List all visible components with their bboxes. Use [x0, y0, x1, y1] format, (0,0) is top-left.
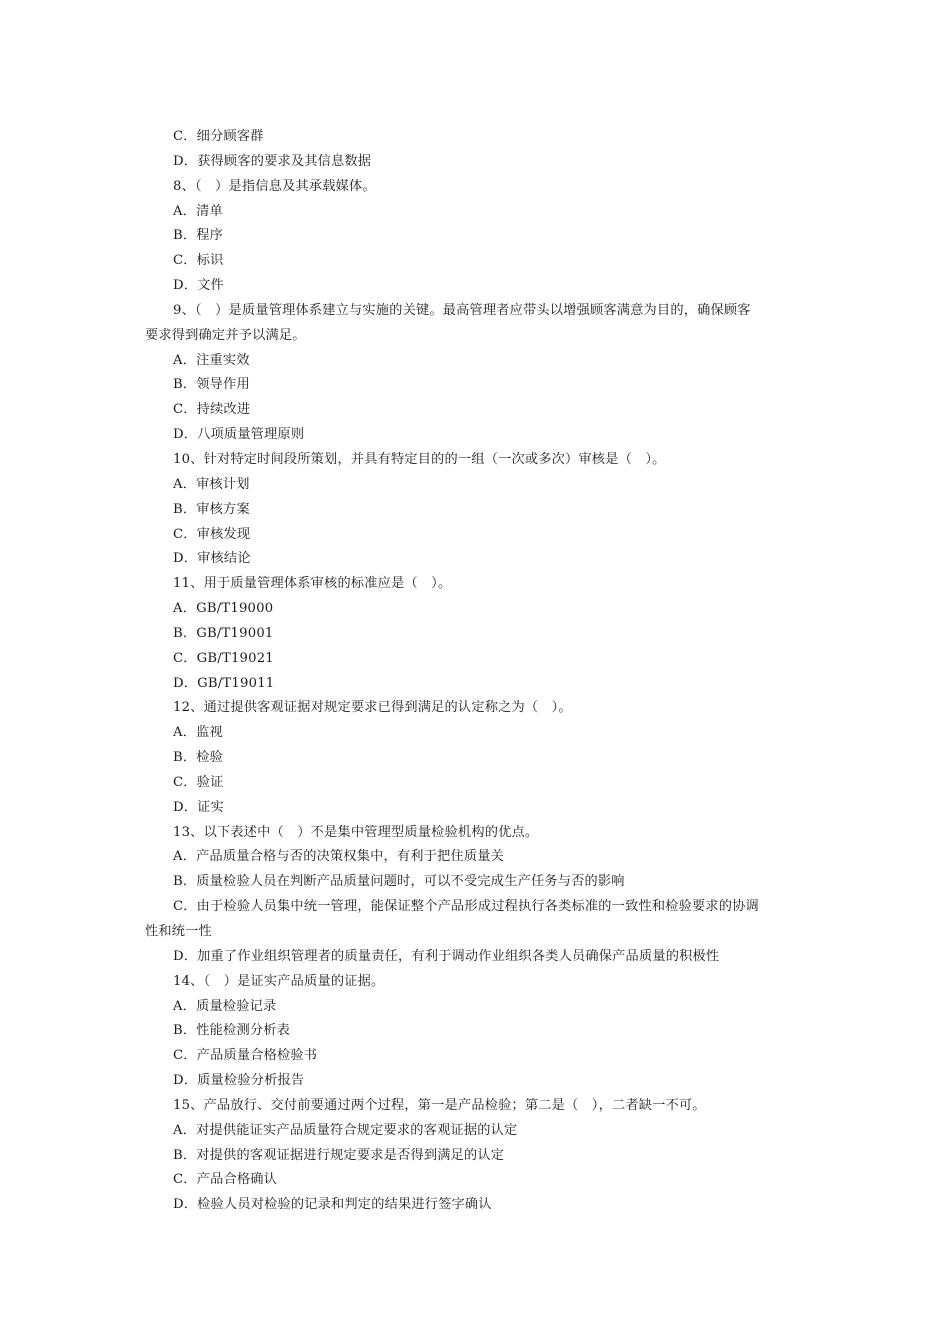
text-line: B．GB/T19001 — [173, 625, 274, 641]
text-line: D．加重了作业组织管理者的质量责任，有利于调动作业组织各类人员确保产品质量的积极性 — [173, 948, 720, 964]
text-line: B．检验 — [173, 750, 224, 766]
text-line: 8、（ ）是指信息及其承载媒体。 — [173, 178, 376, 194]
text-line: C．验证 — [173, 774, 224, 790]
text-line: D．质量检验分析报告 — [173, 1073, 305, 1089]
text-line: D．审核结论 — [173, 551, 251, 567]
text-line: 14、（ ）是证实产品质量的证据。 — [173, 973, 385, 989]
text-line: B．性能检测分析表 — [173, 1023, 290, 1039]
text-line: 11、用于质量管理体系审核的标准应是（ ）。 — [173, 576, 452, 592]
text-line: A．质量检验记录 — [173, 998, 277, 1014]
text-line: D．文件 — [173, 278, 224, 294]
text-line: C．产品质量合格检验书 — [173, 1048, 318, 1064]
text-line: D．证实 — [173, 799, 224, 815]
text-line: A．注重实效 — [173, 352, 250, 368]
text-line: 10、针对特定时间段所策划，并具有特定目的的一组（一次或多次）审核是（ ）。 — [173, 451, 666, 467]
text-line: D．检验人员对检验的记录和判定的结果进行签字确认 — [173, 1197, 492, 1213]
text-line: 15、产品放行、交付前要通过两个过程，第一是产品检验；第二是（ ），二者缺一不可。 — [173, 1097, 706, 1113]
text-line: B．领导作用 — [173, 377, 250, 393]
document-page — [0, 125, 950, 1218]
text-line: B．质量检验人员在判断产品质量问题时，可以不受完成生产任务与否的影响 — [173, 874, 625, 890]
text-line: 9、（ ）是质量管理体系建立与实施的关键。最高管理者应带头以增强顾客满意为目的，确保顾客 — [173, 302, 751, 318]
text-line: D．获得顾客的要求及其信息数据 — [173, 153, 372, 169]
text-line: B．审核方案 — [173, 501, 250, 517]
text-line: C．细分顾客群 — [173, 129, 264, 144]
text-line: A．GB/T19000 — [173, 601, 274, 617]
text-line: B．程序 — [173, 228, 224, 244]
text-line: C．产品合格确认 — [173, 1172, 278, 1188]
text-line: 12、通过提供客观证据对规定要求已得到满足的认定称之为（ ）。 — [173, 700, 572, 716]
text-line: C．由于检验人员集中统一管理，能保证整个产品形成过程执行各类标准的一致性和检验要求的协调 — [173, 899, 759, 915]
text-line: 要求得到确定并予以满足。 — [145, 327, 306, 343]
text-line: A．产品质量合格与否的决策权集中，有利于把住质量关 — [173, 849, 505, 865]
text-line: C．GB/T19021 — [173, 650, 274, 666]
text-line: A．对提供能证实产品质量符合规定要求的客观证据的认定 — [173, 1122, 518, 1138]
text-line: C．持续改进 — [173, 402, 251, 418]
text-line: A．监视 — [173, 725, 223, 741]
text-line: A．清单 — [173, 203, 223, 219]
text-line: B．对提供的客观证据进行规定要求是否得到满足的认定 — [173, 1147, 505, 1163]
text-line: C．审核发现 — [173, 526, 251, 542]
text-line: D．八项质量管理原则 — [173, 427, 305, 443]
text-line: 性和统一性 — [145, 924, 212, 939]
text-line: A．审核计划 — [173, 476, 250, 492]
text-line: C．标识 — [173, 253, 224, 269]
text-line: D．GB/T19011 — [173, 675, 275, 691]
text-line: 13、以下表述中（ ）不是集中管理型质量检验机构的优点。 — [173, 824, 539, 840]
